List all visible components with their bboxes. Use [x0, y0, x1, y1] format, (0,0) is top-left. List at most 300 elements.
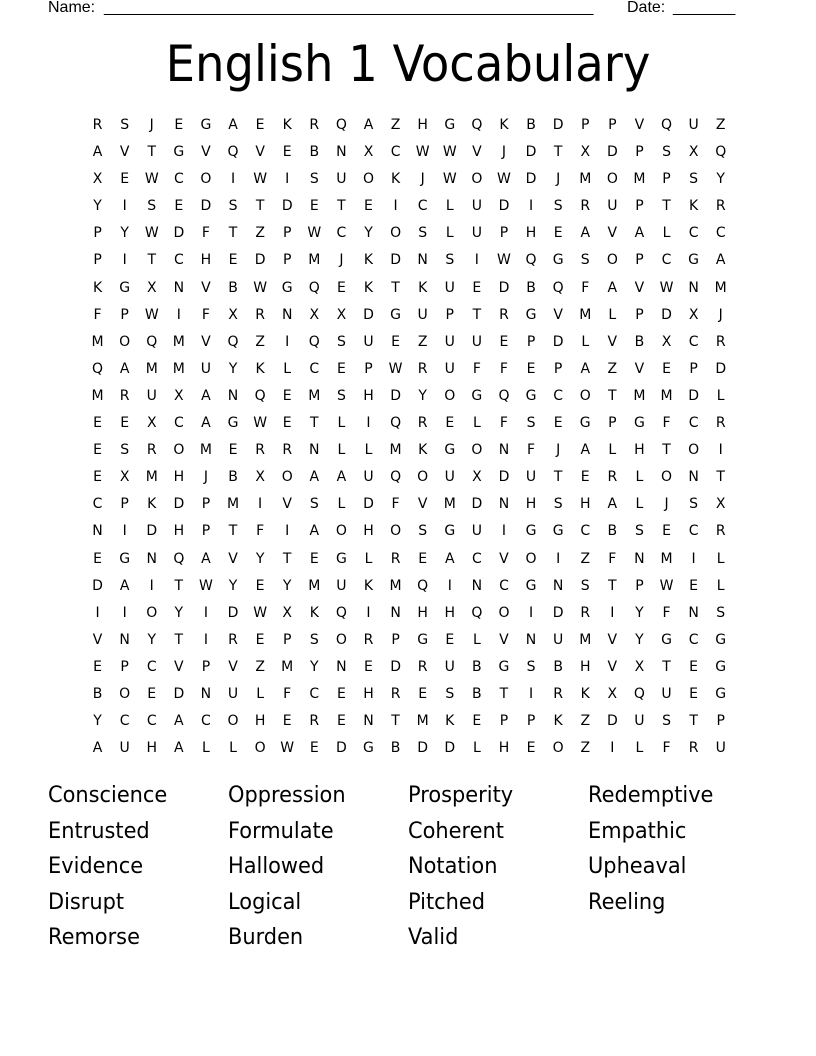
grid-cell: V	[499, 550, 509, 567]
grid-cell: F	[527, 442, 536, 459]
grid-cell: O	[525, 550, 537, 567]
grid-cell: H	[634, 442, 645, 459]
grid-cell: M	[416, 713, 429, 730]
grid-cell: I	[285, 333, 290, 350]
word-list-item: Valid	[408, 925, 459, 951]
grid-cell: E	[120, 171, 130, 188]
grid-cell: I	[285, 171, 290, 188]
grid-cell: U	[227, 685, 239, 702]
grid-cell: W	[442, 171, 457, 188]
grid-cell: X	[309, 306, 320, 323]
grid-cell: W	[388, 360, 403, 377]
grid-cell: P	[93, 252, 102, 269]
grid-cell: E	[472, 713, 482, 730]
grid-cell: P	[499, 225, 509, 242]
grid-cell: S	[580, 252, 590, 269]
grid-cell: U	[471, 225, 482, 242]
grid-cell: A	[174, 740, 184, 757]
grid-cell: A	[92, 740, 103, 757]
grid-cell: W	[415, 144, 430, 161]
grid-cell: L	[256, 685, 265, 702]
grid-cell: A	[607, 496, 618, 513]
grid-cell: I	[528, 198, 534, 215]
grid-cell: F	[662, 415, 671, 432]
grid-cell: X	[174, 387, 184, 404]
grid-cell: D	[390, 252, 401, 269]
grid-cell: O	[444, 387, 456, 404]
grid-cell: L	[472, 740, 481, 757]
grid-cell: X	[607, 685, 618, 702]
grid-cell: Y	[174, 604, 184, 621]
grid-cell: J	[556, 171, 561, 188]
grid-cell: M	[172, 333, 185, 350]
grid-cell: L	[716, 550, 725, 567]
grid-cell: G	[525, 577, 537, 594]
grid-cell: D	[92, 577, 103, 594]
word-list	[48, 779, 768, 957]
grid-cell: T	[391, 279, 400, 296]
grid-cell: M	[91, 387, 104, 404]
grid-cell: S	[689, 496, 699, 513]
grid-cell: I	[366, 415, 371, 432]
grid-cell: D	[498, 279, 510, 296]
grid-cell: S	[309, 631, 319, 648]
grid-cell: H	[525, 496, 537, 513]
grid-cell: R	[390, 550, 401, 567]
grid-cell: A	[715, 252, 726, 269]
grid-cell: E	[309, 550, 319, 567]
grid-cell: M	[714, 279, 727, 296]
grid-cell: E	[364, 198, 373, 215]
grid-cell: P	[201, 523, 211, 540]
grid-cell: T	[553, 144, 563, 161]
grid-cell: E	[255, 631, 265, 648]
grid-cell: V	[201, 144, 211, 161]
grid-cell: S	[445, 685, 455, 702]
grid-cell: K	[553, 713, 563, 730]
grid-cell: P	[635, 252, 644, 269]
grid-cell: M	[308, 252, 321, 269]
grid-cell: E	[336, 279, 346, 296]
grid-cell: H	[363, 523, 374, 540]
grid-cell: K	[363, 252, 374, 269]
grid-cell: W	[253, 415, 268, 432]
grid-cell: N	[119, 631, 130, 648]
grid-cell: O	[606, 252, 618, 269]
grid-cell: N	[417, 252, 428, 269]
grid-cell: X	[228, 306, 238, 323]
grid-cell: Y	[418, 387, 427, 404]
grid-cell: O	[227, 713, 239, 730]
grid-cell: M	[660, 387, 673, 404]
grid-cell: U	[634, 713, 645, 730]
grid-cell: I	[501, 523, 507, 540]
grid-cell: T	[716, 469, 725, 486]
grid-cell: C	[146, 658, 157, 675]
grid-cell: U	[553, 631, 564, 648]
grid-cell: H	[498, 740, 510, 757]
grid-cell: N	[363, 713, 374, 730]
grid-cell: Q	[92, 360, 104, 377]
grid-cell: U	[444, 333, 455, 350]
grid-cell: U	[363, 333, 374, 350]
grid-cell: E	[391, 333, 400, 350]
grid-cell: A	[634, 225, 645, 242]
grid-cell: R	[146, 442, 157, 459]
grid-cell: N	[390, 604, 401, 621]
grid-cell: G	[281, 279, 293, 296]
word-list-item: Logical	[228, 889, 302, 915]
grid-cell: E	[553, 225, 563, 242]
grid-cell: C	[580, 523, 591, 540]
grid-cell: J	[420, 171, 425, 188]
grid-cell: O	[688, 442, 700, 459]
grid-cell: U	[715, 740, 726, 757]
grid-cell: Q	[417, 577, 429, 594]
grid-cell: U	[146, 387, 157, 404]
grid-cell: G	[715, 658, 727, 675]
grid-cell: X	[580, 144, 591, 161]
grid-cell: I	[122, 604, 127, 621]
grid-cell: L	[472, 415, 481, 432]
grid-cell: G	[417, 631, 429, 648]
grid-cell: L	[716, 387, 725, 404]
grid-cell: E	[282, 387, 292, 404]
grid-cell: T	[553, 469, 563, 486]
grid-cell: T	[662, 658, 671, 675]
grid-cell: V	[228, 550, 238, 567]
grid-cell: V	[472, 144, 482, 161]
grid-cell: C	[471, 550, 482, 567]
word-list-item: Notation	[408, 854, 498, 880]
grid-cell: P	[608, 415, 617, 432]
grid-cell: C	[309, 360, 320, 377]
grid-cell: V	[634, 117, 645, 133]
grid-cell: N	[525, 631, 537, 648]
grid-cell: L	[364, 550, 373, 567]
grid-cell: Z	[255, 333, 265, 350]
grid-cell: Q	[390, 469, 402, 486]
grid-cell: G	[552, 523, 564, 540]
grid-cell: V	[607, 631, 618, 648]
grid-cell: L	[662, 225, 671, 242]
grid-cell: K	[418, 279, 428, 296]
grid-cell: E	[689, 577, 699, 594]
grid-cell: C	[688, 523, 699, 540]
grid-cell: D	[688, 387, 699, 404]
grid-cell: I	[258, 496, 263, 513]
grid-cell: C	[688, 225, 699, 242]
grid-cell: M	[389, 442, 402, 459]
grid-cell: E	[309, 740, 319, 757]
grid-cell: G	[633, 415, 645, 432]
grid-cell: D	[417, 740, 429, 757]
grid-cell: E	[662, 523, 671, 540]
grid-cell: M	[91, 333, 104, 350]
grid-cell: I	[718, 442, 723, 459]
grid-cell: G	[444, 442, 456, 459]
grid-cell: U	[119, 740, 130, 757]
grid-cell: R	[417, 415, 428, 432]
grid-cell: H	[525, 225, 537, 242]
grid-cell: D	[281, 198, 293, 215]
grid-cell: P	[635, 577, 644, 594]
grid-cell: U	[444, 279, 455, 296]
grid-cell: I	[230, 171, 236, 188]
grid-cell: R	[309, 713, 320, 730]
grid-cell: F	[283, 685, 292, 702]
grid-cell: R	[580, 604, 591, 621]
word-list-item	[588, 921, 759, 957]
grid-cell: I	[203, 631, 208, 648]
grid-cell: C	[499, 577, 509, 594]
grid-cell: P	[391, 631, 400, 648]
grid-cell: X	[336, 306, 347, 323]
grid-cell: L	[229, 740, 237, 757]
word-list-item: Reeling	[588, 889, 666, 915]
grid-cell: O	[579, 387, 591, 404]
grid-cell: R	[499, 306, 509, 323]
grid-cell: X	[146, 415, 157, 432]
grid-cell: Z	[417, 333, 428, 350]
grid-cell: W	[144, 171, 159, 188]
grid-cell: K	[282, 117, 292, 133]
grid-cell: D	[525, 171, 537, 188]
grid-cell: Y	[120, 225, 129, 242]
grid-cell: D	[227, 604, 239, 621]
grid-cell: T	[282, 550, 292, 567]
grid-cell: K	[580, 685, 590, 702]
grid-cell: R	[282, 442, 293, 459]
word-list-item: Pitched	[408, 889, 486, 915]
grid-cell: E	[93, 658, 102, 675]
grid-cell: G	[200, 117, 212, 133]
grid-cell: E	[336, 713, 346, 730]
grid-cell: H	[254, 713, 266, 730]
grid-cell: D	[525, 144, 537, 161]
grid-cell: N	[309, 442, 320, 459]
grid-cell: S	[526, 415, 536, 432]
grid-cell: T	[608, 577, 617, 594]
grid-cell: T	[391, 713, 400, 730]
grid-cell: E	[93, 550, 102, 567]
grid-cell: Q	[390, 415, 402, 432]
grid-cell: E	[147, 685, 157, 702]
grid-cell: W	[442, 144, 457, 161]
grid-cell: E	[282, 713, 292, 730]
grid-cell: O	[661, 469, 673, 486]
grid-cell: M	[281, 658, 294, 675]
grid-cell: T	[662, 198, 671, 215]
grid-cell: I	[122, 198, 127, 215]
grid-cell: S	[634, 523, 644, 540]
grid-cell: R	[607, 469, 618, 486]
grid-cell: C	[201, 713, 211, 730]
grid-cell: P	[282, 225, 292, 242]
grid-cell: G	[444, 117, 456, 133]
grid-cell: A	[174, 713, 184, 730]
grid-cell: U	[661, 685, 672, 702]
grid-cell: G	[525, 387, 537, 404]
grid-cell: A	[201, 387, 211, 404]
grid-cell: W	[659, 577, 674, 594]
grid-cell: D	[390, 387, 401, 404]
grid-cell: G	[471, 387, 483, 404]
word-list-item: Hallowed	[228, 854, 325, 880]
grid-cell: P	[662, 171, 671, 188]
grid-cell: P	[445, 306, 454, 323]
grid-cell: Z	[255, 225, 265, 242]
grid-cell: W	[497, 252, 511, 269]
grid-cell: Q	[552, 279, 564, 296]
grid-cell: D	[552, 604, 564, 621]
grid-cell: B	[634, 333, 645, 350]
grid-cell: U	[471, 333, 482, 350]
grid-cell: D	[146, 523, 158, 540]
name-blank-line: _______________________________________________________	[104, 0, 594, 16]
grid-cell: E	[553, 415, 563, 432]
grid-cell: D	[363, 496, 374, 513]
grid-cell: R	[715, 198, 726, 215]
grid-cell: Y	[635, 631, 644, 648]
grid-cell: J	[556, 442, 561, 459]
grid-cell: H	[579, 658, 591, 675]
grid-cell: B	[607, 523, 618, 540]
grid-cell: E	[309, 198, 319, 215]
grid-cell: D	[552, 117, 564, 133]
grid-cell: I	[149, 577, 154, 594]
grid-cell: E	[93, 415, 102, 432]
grid-cell: F	[581, 279, 590, 296]
grid-cell: B	[228, 279, 238, 296]
grid-cell: S	[553, 496, 563, 513]
grid-cell: C	[309, 685, 320, 702]
header-fields	[48, 0, 748, 19]
page-title: English 1 Vocabulary	[165, 35, 651, 93]
grid-cell: V	[499, 631, 509, 648]
grid-cell: W	[144, 225, 159, 242]
date-blank-line: _______	[673, 0, 736, 16]
grid-cell: R	[715, 333, 726, 350]
grid-cell: F	[201, 225, 210, 242]
grid-cell: S	[309, 171, 319, 188]
grid-cell: M	[579, 631, 592, 648]
grid-cell: N	[173, 279, 185, 296]
grid-cell: I	[556, 550, 561, 567]
grid-cell: M	[633, 387, 646, 404]
grid-cell: H	[173, 523, 185, 540]
grid-cell: R	[255, 442, 265, 459]
grid-cell: D	[715, 360, 727, 377]
grid-cell: U	[336, 171, 347, 188]
grid-cell: H	[146, 740, 157, 757]
grid-cell: X	[119, 469, 130, 486]
grid-cell: Q	[146, 333, 158, 350]
grid-cell: J	[501, 144, 507, 161]
grid-cell: R	[417, 360, 428, 377]
grid-cell: A	[228, 117, 238, 133]
grid-cell: L	[608, 442, 617, 459]
grid-cell: O	[335, 523, 347, 540]
grid-cell: G	[715, 631, 727, 648]
grid-cell: S	[689, 171, 699, 188]
grid-cell: R	[255, 306, 265, 323]
grid-cell: S	[309, 496, 319, 513]
grid-cell: U	[471, 523, 482, 540]
grid-cell: Y	[228, 577, 238, 594]
grid-cell: I	[610, 740, 615, 757]
grid-cell: A	[309, 523, 320, 540]
grid-cell: S	[336, 387, 346, 404]
grid-cell: R	[580, 198, 591, 215]
grid-cell: M	[308, 577, 321, 594]
grid-cell: G	[661, 631, 672, 648]
grid-cell: E	[445, 631, 455, 648]
grid-cell: Q	[335, 604, 347, 621]
grid-cell: W	[199, 577, 213, 594]
grid-cell: O	[471, 442, 483, 459]
grid-cell: D	[606, 144, 618, 161]
grid-cell: Z	[580, 713, 591, 730]
grid-cell: C	[417, 198, 428, 215]
grid-cell: S	[418, 523, 428, 540]
grid-cell: H	[173, 469, 185, 486]
grid-cell: I	[393, 198, 398, 215]
grid-cell: P	[499, 713, 509, 730]
grid-cell: R	[715, 523, 726, 540]
grid-cell: U	[444, 658, 455, 675]
grid-cell: N	[552, 577, 564, 594]
word-list-item: Evidence	[48, 854, 144, 880]
word-list-item: Formulate	[228, 818, 334, 844]
grid-cell: Y	[93, 713, 102, 730]
grid-cell: Z	[580, 550, 591, 567]
grid-cell: O	[146, 604, 158, 621]
grid-cell: S	[418, 225, 428, 242]
grid-cell: E	[662, 360, 671, 377]
grid-cell: P	[282, 631, 292, 648]
grid-cell: Z	[715, 117, 726, 133]
grid-cell: X	[282, 604, 292, 621]
grid-cell: O	[471, 171, 483, 188]
grid-cell: N	[336, 144, 347, 161]
word-list-item: Upheaval	[588, 854, 687, 880]
grid-cell: E	[580, 469, 590, 486]
grid-cell: V	[607, 658, 618, 675]
grid-cell: L	[337, 442, 346, 459]
grid-cell: M	[199, 442, 212, 459]
grid-cell: G	[579, 415, 591, 432]
grid-cell: L	[635, 469, 644, 486]
grid-cell: P	[526, 333, 536, 350]
grid-cell: I	[447, 577, 452, 594]
grid-cell: C	[146, 713, 157, 730]
word-search-grid	[84, 112, 734, 762]
grid-cell: U	[417, 306, 428, 323]
grid-cell: Q	[227, 144, 239, 161]
grid-cell: N	[227, 387, 239, 404]
grid-cell: C	[173, 171, 184, 188]
grid-cell: I	[95, 604, 100, 621]
grid-cell: O	[362, 171, 374, 188]
word-list-item: Conscience	[48, 783, 168, 808]
grid-cell: D	[200, 198, 212, 215]
grid-cell: Y	[93, 198, 102, 215]
grid-cell: P	[201, 496, 211, 513]
grid-cell: C	[553, 387, 564, 404]
grid-cell: K	[309, 604, 319, 621]
grid-cell: R	[228, 631, 238, 648]
